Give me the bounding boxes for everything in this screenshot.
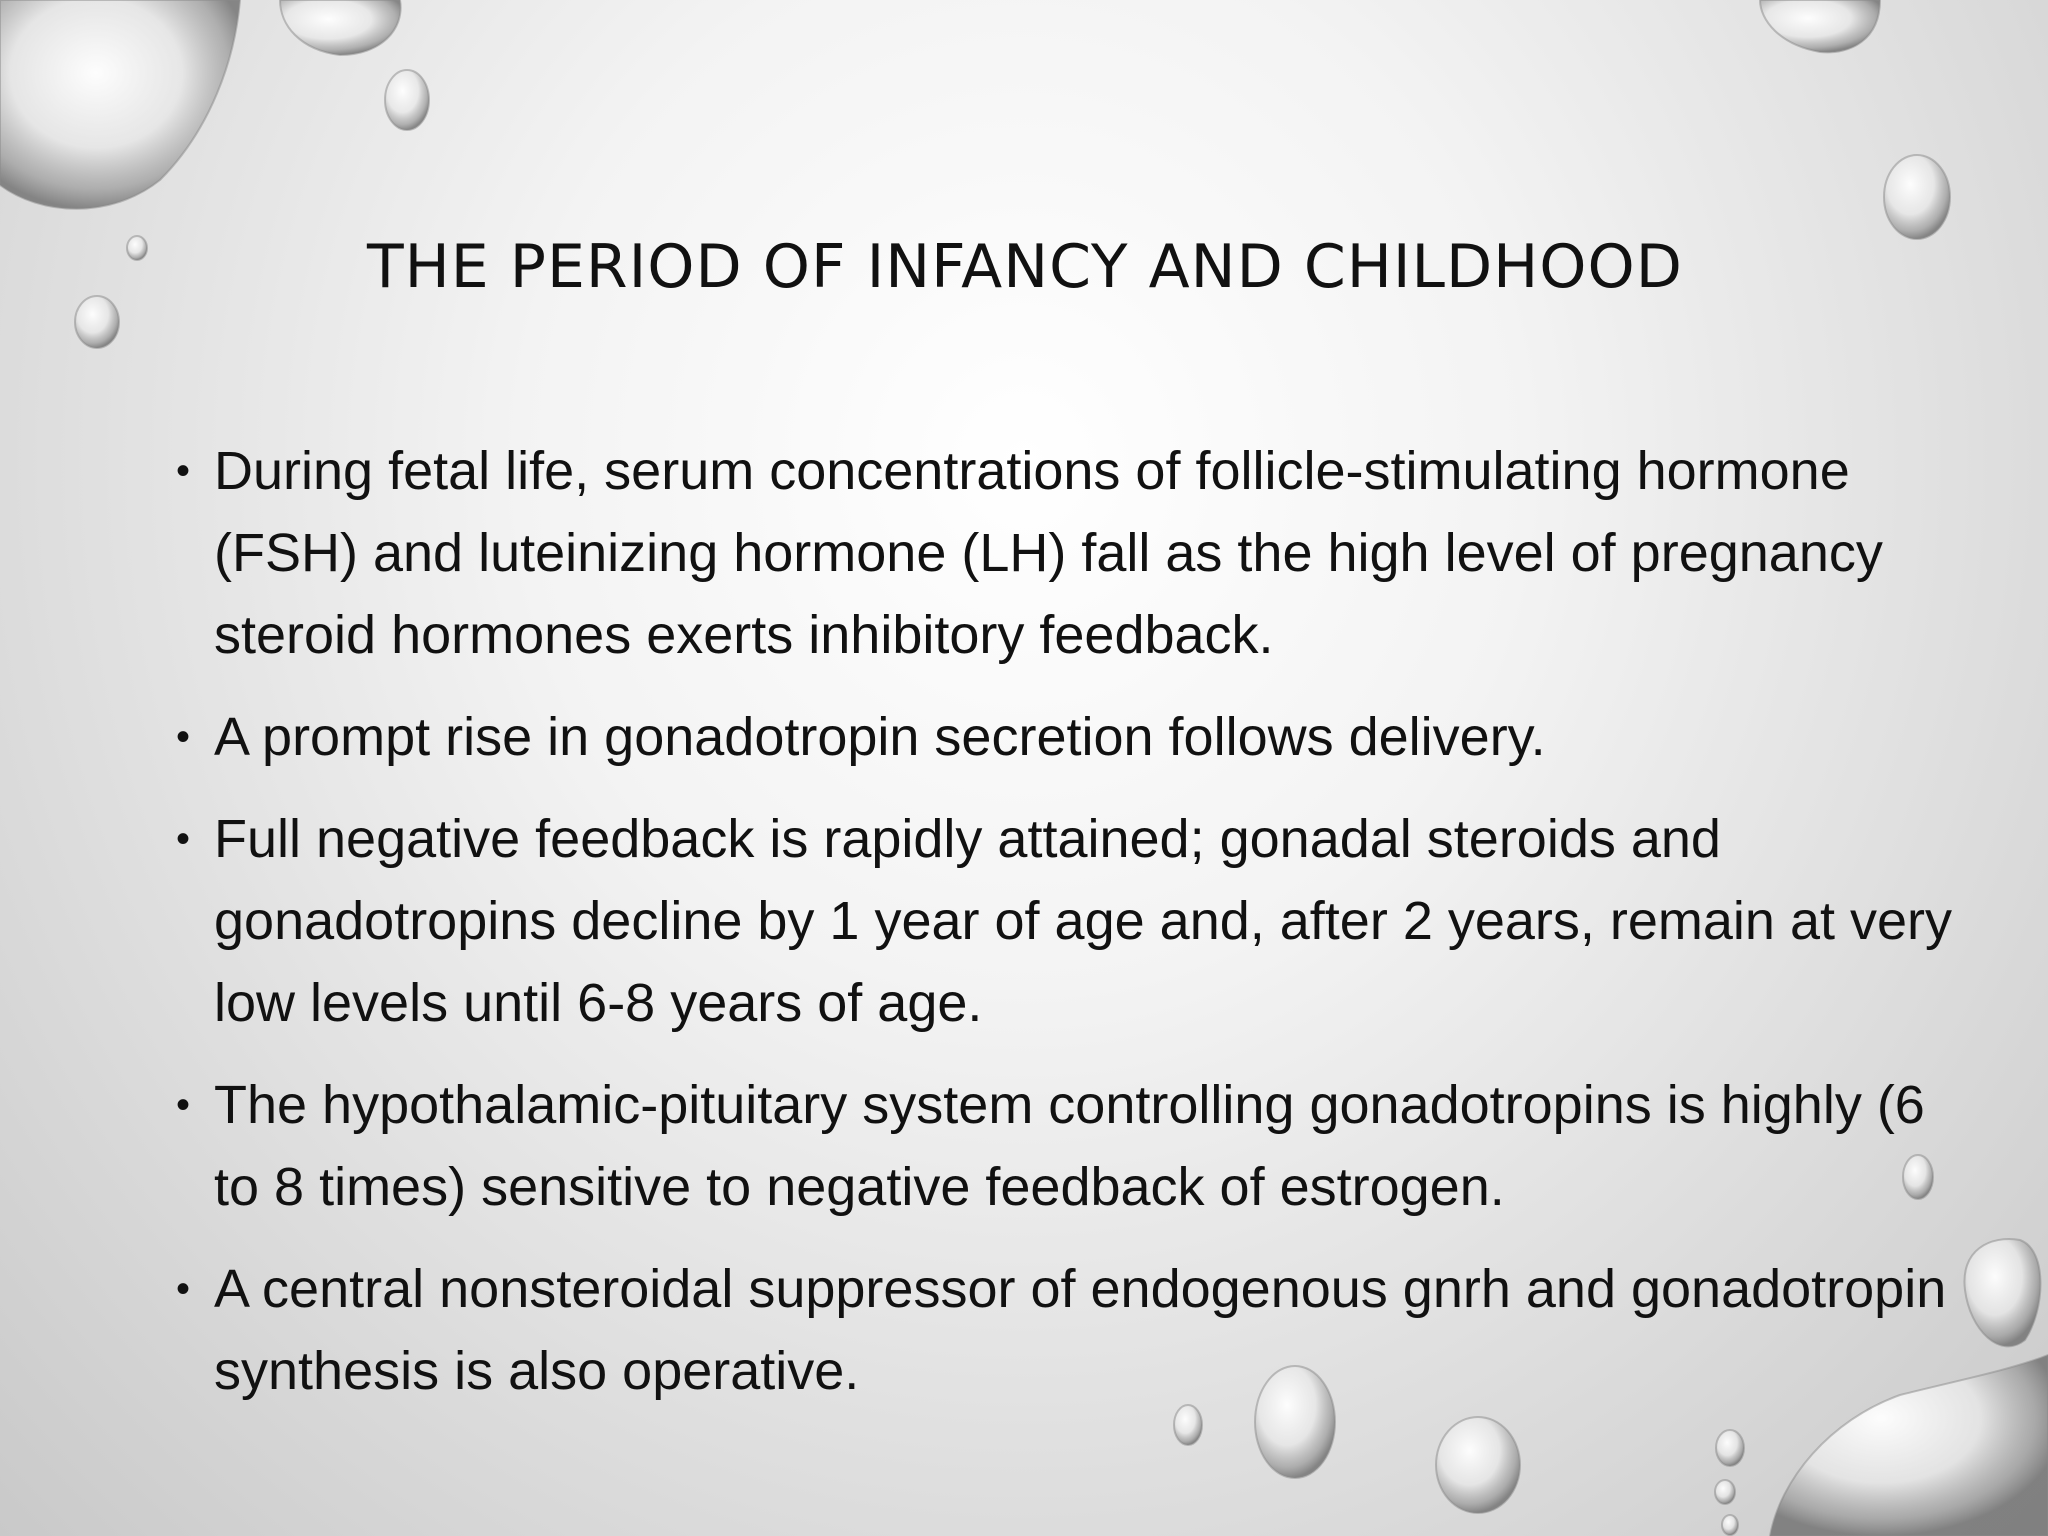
bullet-item [170, 430, 1970, 676]
droplet [1716, 1430, 1744, 1466]
droplet [1884, 155, 1950, 239]
bullet-icon: • [176, 1083, 191, 1127]
bullet-icon: • [176, 1267, 191, 1311]
bullet-text: Full negative feedback is rapidly attained; gonadal steroids and gonadotropins decline by 1 year of age and, after 2 years, remain at very low levels until 6-8 years of age. [214, 809, 1953, 1033]
droplet [1964, 1239, 2040, 1346]
bullet-icon: • [176, 449, 191, 493]
droplet [385, 70, 429, 130]
droplet [1715, 1480, 1735, 1504]
bullet-icon: • [176, 715, 191, 759]
droplet [0, 0, 240, 209]
bullet-text: The hypothalamic-pituitary system controlling gonadotropins is highly (6 to 8 times) sensitive to negative feedback of estrogen. [214, 1075, 1925, 1217]
bullet-item [170, 1064, 1970, 1228]
bullet-text: During fetal life, serum concentrations of follicle-stimulating hormone (FSH) and luteinizing hormone (LH) fall as the high level of pregnancy steroid hormones exerts inhibitory feedback. [214, 441, 1883, 665]
bullet-text: A central nonsteroidal suppressor of endogenous gnrh and gonadotropin synthesis is also operative. [214, 1259, 1947, 1401]
bullet-item [170, 798, 1970, 1044]
droplet [1760, 0, 1880, 52]
bullet-text: A prompt rise in gonadotropin secretion follows delivery. [214, 707, 1546, 767]
bullet-item [170, 1248, 1970, 1412]
droplet [75, 296, 119, 348]
bullet-list [170, 430, 1970, 1432]
droplet [280, 0, 401, 55]
bullet-item [170, 696, 1970, 778]
bullet-icon: • [176, 817, 191, 861]
droplet [127, 236, 147, 260]
slide-title: THE PERIOD OF INFANCY AND CHILDHOOD [367, 232, 1683, 302]
droplet [1722, 1515, 1738, 1535]
